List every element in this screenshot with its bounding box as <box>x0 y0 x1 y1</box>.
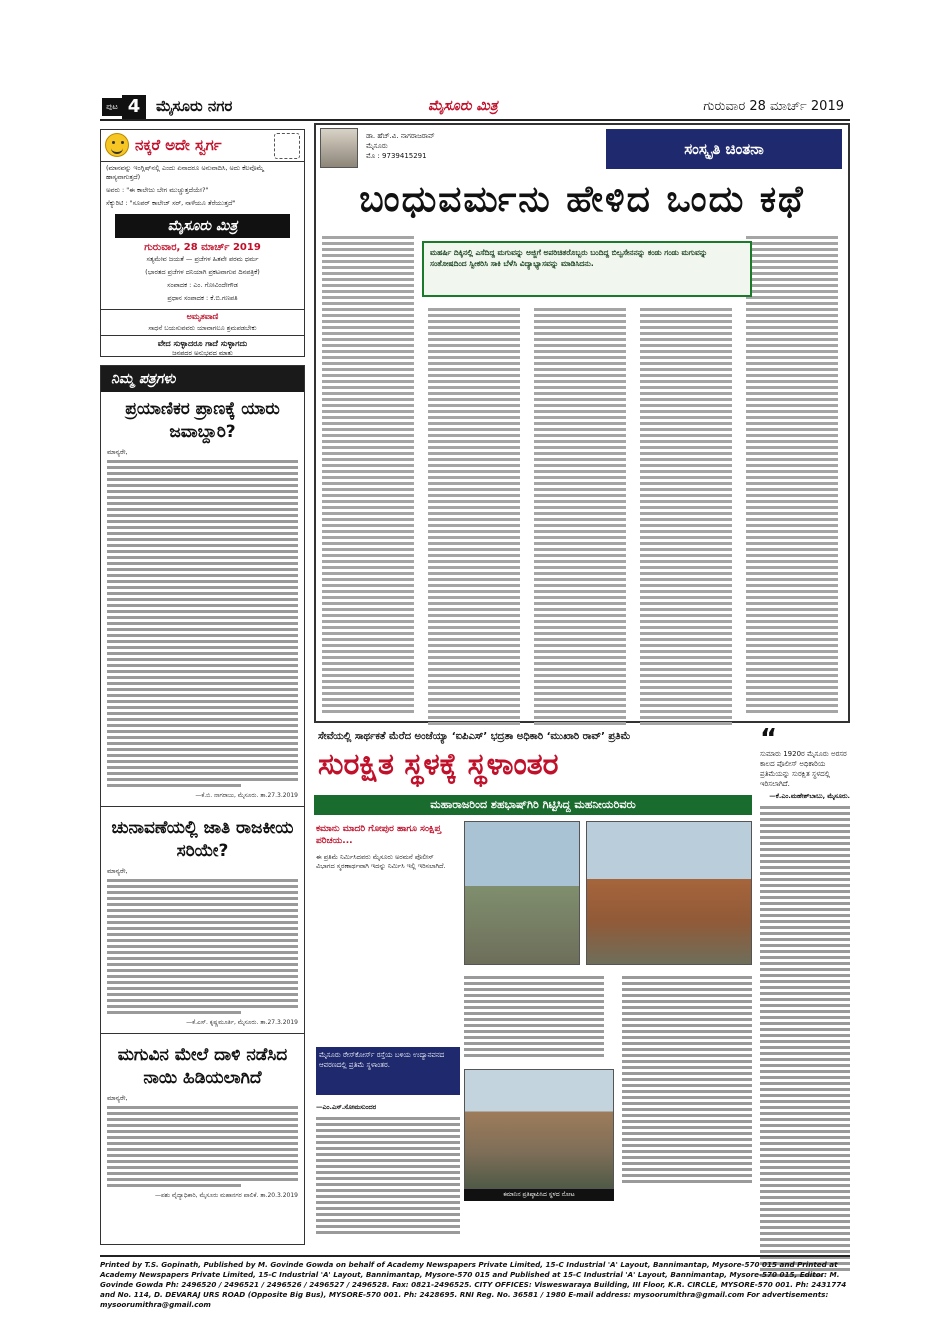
culture-header <box>316 125 848 171</box>
masthead-logo: ಮೈಸೂರು ಮಿತ್ರ <box>115 214 290 238</box>
author-info <box>366 131 435 161</box>
imprint-footer: Printed by T.S. Gopinath, Published by M. Govinde Gowda on behalf of Academy Newspapers Private Limited, 15-C Industrial 'A' Layout, Bannimantap, Mysore-570 015 and Printed at Academy Newspapers Private Limited, 15-C Industrial 'A' Layout, Bannimantap, Mysore-570 015 and Published at 15-C Industrial 'A' Layout, Bannimantap, Mysore-570 015, Editor: M. Govinde Gowda Ph: 2496520 / 2496521 / 2496526 / 2496527 / 2496528. Fax: 0821-2496525. CITY OFFICES: Visweswaraya Building, III Floor, K.R. CIRCLE, MYSORE-570 001. Ph: 2431774 and No. 114, D. DEVARAJ URS ROAD (Opposite Big Bus), MYSORE-570 001. Ph: 2428695. RNI Reg. No. 36581 / 1980 E-mail address: mysoorumithra@gmail.com For advertisements: mysoorumithra@gmail.com <box>100 1255 850 1310</box>
statue-body-col-3 <box>622 973 752 1186</box>
text-column-5 <box>746 233 838 716</box>
reader-quote <box>760 724 850 1280</box>
main-column <box>314 123 850 1269</box>
masthead-motto: ಸತ್ಯಮೇವ ಜಯತೆ — ಪ್ರಜೆಗಳ ಹಿತವೇ ಪರಮ ಧರ್ಮ <box>146 255 259 263</box>
text-column-4 <box>640 305 732 728</box>
paper-logo: ಮೈಸೂರು ಮಿತ್ರ <box>428 98 498 114</box>
column-banner: ಸಂಸ್ಕೃತಿ ಚಿಂತನಾ <box>606 129 842 169</box>
culture-headline: ಬಂಧುವರ್ಮನು ಹೇಳಿದ ಒಂದು ಕಥೆ <box>359 179 805 220</box>
culture-body <box>322 233 844 719</box>
statue-byline: —ಎಂ.ಎಸ್.ಸೋಮಸುಂದರ <box>316 1103 377 1111</box>
quote-title: ಅಮೃತವಾಣಿ <box>186 312 219 321</box>
quote-of-day <box>101 309 304 335</box>
proverb-text: ಜನಪದರ ಅನುಭವದ ಮಾತು <box>172 349 233 357</box>
humor-line-1: ಅವರು : "ಈ ಕಾಲೇಜು ಬೇಗ ಮುಚ್ಚುತ್ತದೆಯೇ?" <box>106 186 209 194</box>
humor-box <box>100 129 305 357</box>
masthead-date: ಗುರುವಾರ, 28 ಮಾರ್ಚ್ 2019 <box>144 242 261 253</box>
letters-section <box>100 365 305 1245</box>
relocation-note: ಮೈಸೂರು ರೇಸ್‌ಕೋರ್ಸ್ ರಸ್ತೆಯ ಬಳಿಯ ಉದ್ಯಾನವನದ ಆವರಣದಲ್ಲಿ ಪ್ರತಿಮೆ ಸ್ಥಳಾಂತರ. <box>316 1047 460 1095</box>
newspaper-page <box>100 95 850 1252</box>
culture-article <box>314 123 850 723</box>
text-column-3 <box>534 305 626 728</box>
masthead-tagline: (ಭಾರತದ ಪ್ರಜೆಗಳ ದನಿಯಾಗಿ ಪ್ರಕಟವಾಗುವ ದಿನಪತ್ರಿಕೆ) <box>145 268 260 276</box>
statue-headline: ಸುರಕ್ಷಿತ ಸ್ಥಳಕ್ಕೆ ಸ್ಥಳಾಂತರ <box>318 747 559 782</box>
author-phone: ಮೊ : 9739415291 <box>366 152 427 160</box>
letter-2-signature: —ಕೆ.ಎಸ್. ಕೃಷ್ಣಮೂರ್ತಿ, ಮೈಸೂರು. ತಾ.27.3.2019 <box>186 1019 298 1026</box>
reader-quote-text: ಸುಮಾರು 1920ರ ಮೈಸೂರು ಅರಸರ ಕಾಲದ ಪೊಲೀಸ್ ಅಧಿಕಾರಿಯ ಪ್ರತಿಮೆಯನ್ನು ಸುರಕ್ಷಿತ ಸ್ಥಳದಲ್ಲಿ ಇರಿಸಲಾಗಿದೆ. <box>760 750 847 788</box>
humor-header <box>101 130 304 162</box>
statue-photo <box>464 821 580 965</box>
statue-kicker: ಸೇವೆಯಲ್ಲಿ ಸಾರ್ಥಕತೆ ಮೆರೆದ ಅಂಜೆಯ್ಯಾ ‘ಐಪಿಎಸ್’ ಭದ್ರತಾ ಅಧಿಕಾರಿ ‘ಮುಖಾರಿ ರಾವ್’ ಪ್ರತಿಮೆ <box>318 731 631 742</box>
text-column-1 <box>322 233 414 716</box>
letter-2-title: ಚುನಾವಣೆಯಲ್ಲಿ ಜಾತಿ ರಾಜಕೀಯ ಸರಿಯೇ? <box>111 818 294 861</box>
chief-editor-name: ಪ್ರಧಾನ ಸಂಪಾದಕ : ಕೆ.ಬಿ.ಗಣಪತಿ <box>167 294 238 302</box>
memorial-photo <box>464 1069 614 1189</box>
statue-caption-title: ಕಮಾನು ಮಾದರಿ ಗೋಪುರ ಹಾಗೂ ಸಂಕ್ಷಿಪ್ತ ಪರಿಚಯ... <box>316 824 442 846</box>
statue-lead: ಈ ಪ್ರತಿಮೆ ನಿರ್ಮಿಸಿದವರು ಮೈಸೂರು ಅರಮನೆ ಪೊಲೀಸ್ ವಿಭಾಗದ ಸ್ಮರಣಾರ್ಥವಾಗಿ ಇದನ್ನು ನಿರ್ಮಿಸಿ ಇಲ್ಲಿ ಇರಿಸಲಾಗಿದೆ. <box>316 853 446 870</box>
letter-3-title: ಮಗುವಿನ ಮೇಲೆ ದಾಳಿ ನಡೆಸಿದ ನಾಯಿ ಹಿಡಿಯಲಾಗಿದೆ <box>117 1045 288 1088</box>
quote-mark-icon: “ <box>760 724 778 754</box>
statue-body-col-2 <box>464 973 604 1060</box>
author-name: ಡಾ. ಹೆಚ್.ವಿ. ನಾಗರಾಜರಾವ್ <box>366 132 435 140</box>
letter-3-body <box>101 1094 304 1187</box>
letter-1-salute: ಮಾನ್ಯರೇ, <box>107 448 128 456</box>
humor-intro: (ಮಾನವನ್ನು ಇಂಗ್ಲಿಷ್‌ನಲ್ಲಿ ಎಂದು ಏನಾದರೂ ಅನುವಾದಿಸಿ, ಅದು ಕೆಲವೊಮ್ಮೆ ಹಾಸ್ಯವಾಗುತ್ತದೆ) <box>106 164 264 181</box>
statue-subheadline: ಮಹಾರಾಜರಿಂದ ಶಹಭಾಷ್‌ಗಿರಿ ಗಿಟ್ಟಿಸಿದ್ದ ಮಹನೀಯರಿವರು <box>314 795 752 815</box>
arch-photo <box>586 821 752 965</box>
memorial-photo-caption: ಕಮಾನಿನ ಪ್ರತಿಷ್ಠಾಪಿಸಿದ ಸ್ಥಳದ ನೋಟ <box>464 1189 614 1201</box>
reader-quote-signature: —ಕೆ.ಎಂ.ಮಹೇಶ್‌ಬಾಬು, ಮೈಸೂರು. <box>769 792 850 800</box>
letter-1-body <box>101 448 304 787</box>
left-column <box>100 129 305 1245</box>
author-photo <box>320 128 358 168</box>
letter-1-signature: —ಕೆ.ಬಿ. ನಾಗರಾಜು, ಮೈಸೂರು. ತಾ.27.3.2019 <box>195 792 298 799</box>
statue-article <box>314 724 850 1269</box>
letter-3-signature: —ಪಶು ವೈದ್ಯಾಧಿಕಾರಿ, ಮೈಸೂರು ಮಹಾನಗರ ಪಾಲಿಕೆ. ತಾ.20.3.2019 <box>154 1192 298 1199</box>
letter-2-body <box>101 867 304 1014</box>
humor-line-2: ಸೆಕ್ಯುರಿಟಿ : "ಸೂಪರ್ ಕಾಲೇಜ್ ಸರ್, ನಾಳೆಯೂ ತೆರೆಯುತ್ತದೆ" <box>106 199 236 207</box>
proverb-box <box>101 335 304 361</box>
letters-header: ನಿಮ್ಮ ಪತ್ರಗಳು <box>101 366 304 392</box>
laughing-face-icon <box>105 133 129 157</box>
letter-2-salute: ಮಾನ್ಯರೇ, <box>107 867 128 875</box>
statue-body-col-1 <box>316 1101 460 1237</box>
page-label: ಪುಟ <box>102 98 122 116</box>
page-number: 4 <box>122 95 146 119</box>
letter-3-salute: ಮಾನ್ಯರೇ, <box>107 1094 128 1102</box>
editor-name: ಸಂಪಾದಕ : ಎಂ. ಗೋವಿಂದೇಗೌಡ <box>167 281 238 289</box>
humor-title: ನಕ್ಕರೆ ಅದೇ ಸ್ವರ್ಗ <box>135 136 222 154</box>
proverb-title: ವೇದ ಸುಳ್ಳಾದರೂ ಗಾದೆ ಸುಳ್ಳಾಗದು <box>157 339 248 348</box>
page-header <box>100 95 850 121</box>
issue-date: ಗುರುವಾರ 28 ಮಾರ್ಚ್ 2019 <box>703 99 844 114</box>
cartoon-icon <box>274 133 300 159</box>
section-title: ಮೈಸೂರು ನಗರ <box>156 97 233 115</box>
quote-text: ಸಾಧನೆ ಬಯಸುವವರು ಯಾವಾಗಲೂ ಶ್ರಮಪಡಬೇಕು <box>148 324 257 332</box>
letter-1-title: ಪ್ರಯಾಣಿಕರ ಪ್ರಾಣಕ್ಕೆ ಯಾರು ಜವಾಬ್ದಾರಿ? <box>125 399 280 442</box>
author-city: ಮೈಸೂರು <box>366 142 388 150</box>
pull-quote-box: ಮಹರ್ಷಿ ದಿಕ್ಕಿನಲ್ಲಿ ಎಸೆದಿದ್ದ ಮಗುವನ್ನು ಅಜ್ಜಿಗೆ ಅಪರಿಚಿತರೊಬ್ಬರು ಬಂದಿದ್ದ ಬಿಲ್ವಸೇನನನ್ನು ಕಂಡು ಗಂಡು ಮಗುವನ್ನು ಸಂತೋಷದಿಂದ ಸ್ವೀಕರಿಸಿ ಸಾಕಿ ಬೆಳೆಸಿ ವಿದ್ಯಾಭ್ಯಾಸವನ್ನು ಮಾಡಿಸಿದನು. <box>422 241 752 297</box>
text-column-2 <box>428 305 520 728</box>
